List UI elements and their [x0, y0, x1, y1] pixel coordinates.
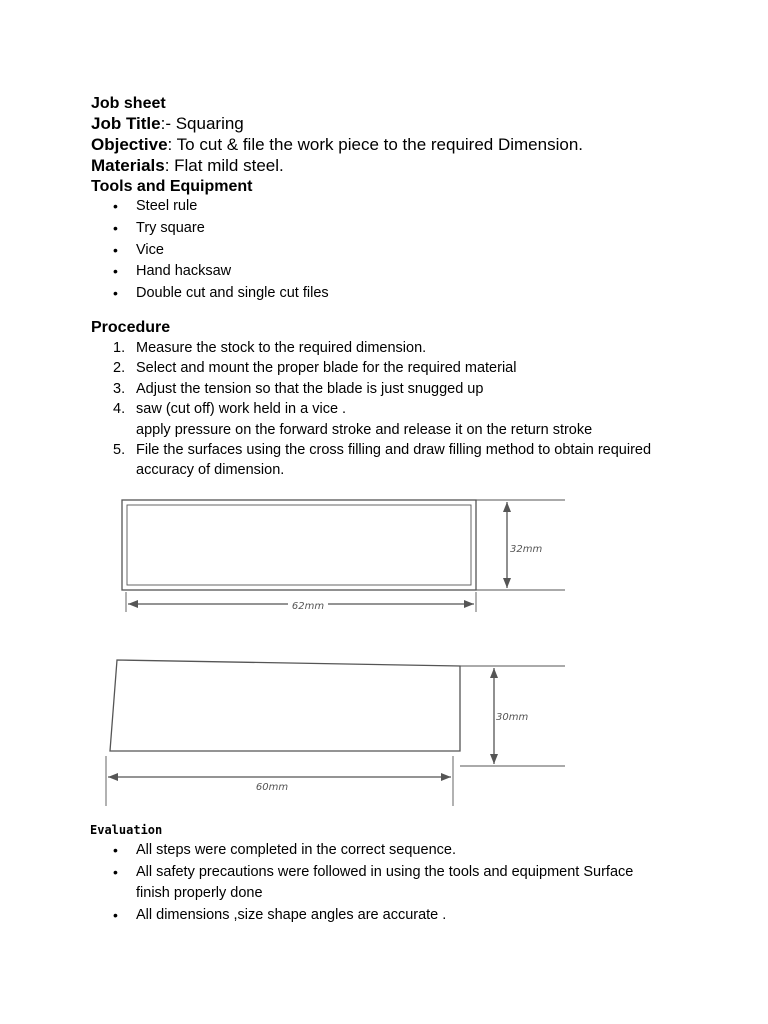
materials-value: : Flat mild steel.: [164, 156, 284, 175]
top-workpiece-inner: [127, 505, 471, 585]
materials-label: Materials: [91, 156, 165, 175]
arrowhead: [464, 600, 474, 608]
arrowhead: [503, 502, 511, 512]
top-workpiece-outline: [122, 500, 476, 590]
list-item: • Hand hacksaw: [91, 261, 329, 283]
list-item: 3. Adjust the tension so that the blade is just snugged up: [113, 380, 484, 397]
arrowhead: [108, 773, 118, 781]
materials-line: [91, 156, 284, 176]
list-item: 1. Measure the stock to the required dimension.: [113, 340, 427, 356]
list-item: • Vice: [91, 240, 329, 262]
job-title-label: Job Title: [91, 114, 161, 133]
job-title-value: :- Squaring: [160, 114, 244, 133]
arrowhead: [441, 773, 451, 781]
bottom-height-label: 30mm: [496, 712, 529, 723]
list-item: • All dimensions ,size shape angles are accurate .: [91, 905, 668, 927]
list-item: • Double cut and single cut files: [91, 283, 329, 305]
objective-line: [91, 135, 583, 155]
list-item: • All safety precautions were followed in using the tools and equipment Surface finish properly done: [91, 862, 668, 905]
bottom-workpiece-outline: [110, 660, 460, 751]
list-item: • All steps were completed in the correct sequence.: [91, 840, 668, 862]
evaluation-list: [91, 840, 668, 926]
objective-value: : To cut & file the work piece to the required Dimension.: [167, 135, 584, 154]
list-item: • Steel rule: [91, 196, 329, 218]
evaluation-heading: Evaluation: [90, 823, 163, 837]
arrowhead: [128, 600, 138, 608]
objective-label: Objective: [91, 135, 168, 154]
tools-heading: Tools and Equipment: [91, 178, 253, 195]
arrowhead: [490, 668, 498, 678]
list-item: 4. saw (cut off) work held in a vice . apply pressure on the forward stroke and release it on the return stroke: [113, 401, 593, 438]
arrowhead: [503, 578, 511, 588]
procedure-heading: Procedure: [91, 319, 171, 336]
procedure-list: [91, 338, 651, 481]
dimension-drawing: [90, 488, 570, 808]
job-title-line: [91, 114, 244, 134]
tools-list: [91, 196, 329, 305]
list-item: 5. File the surfaces using the cross filling and draw filling method to obtain required accuracy of dimension.: [113, 442, 652, 479]
arrowhead: [490, 754, 498, 764]
sheet-title: Job sheet: [91, 95, 166, 112]
bottom-width-label: 60mm: [255, 782, 289, 793]
list-item: 2. Select and mount the proper blade for the required material: [113, 360, 517, 377]
list-item: • Try square: [91, 218, 329, 240]
top-width-label: 62mm: [291, 601, 325, 612]
top-height-label: 32mm: [510, 544, 543, 555]
